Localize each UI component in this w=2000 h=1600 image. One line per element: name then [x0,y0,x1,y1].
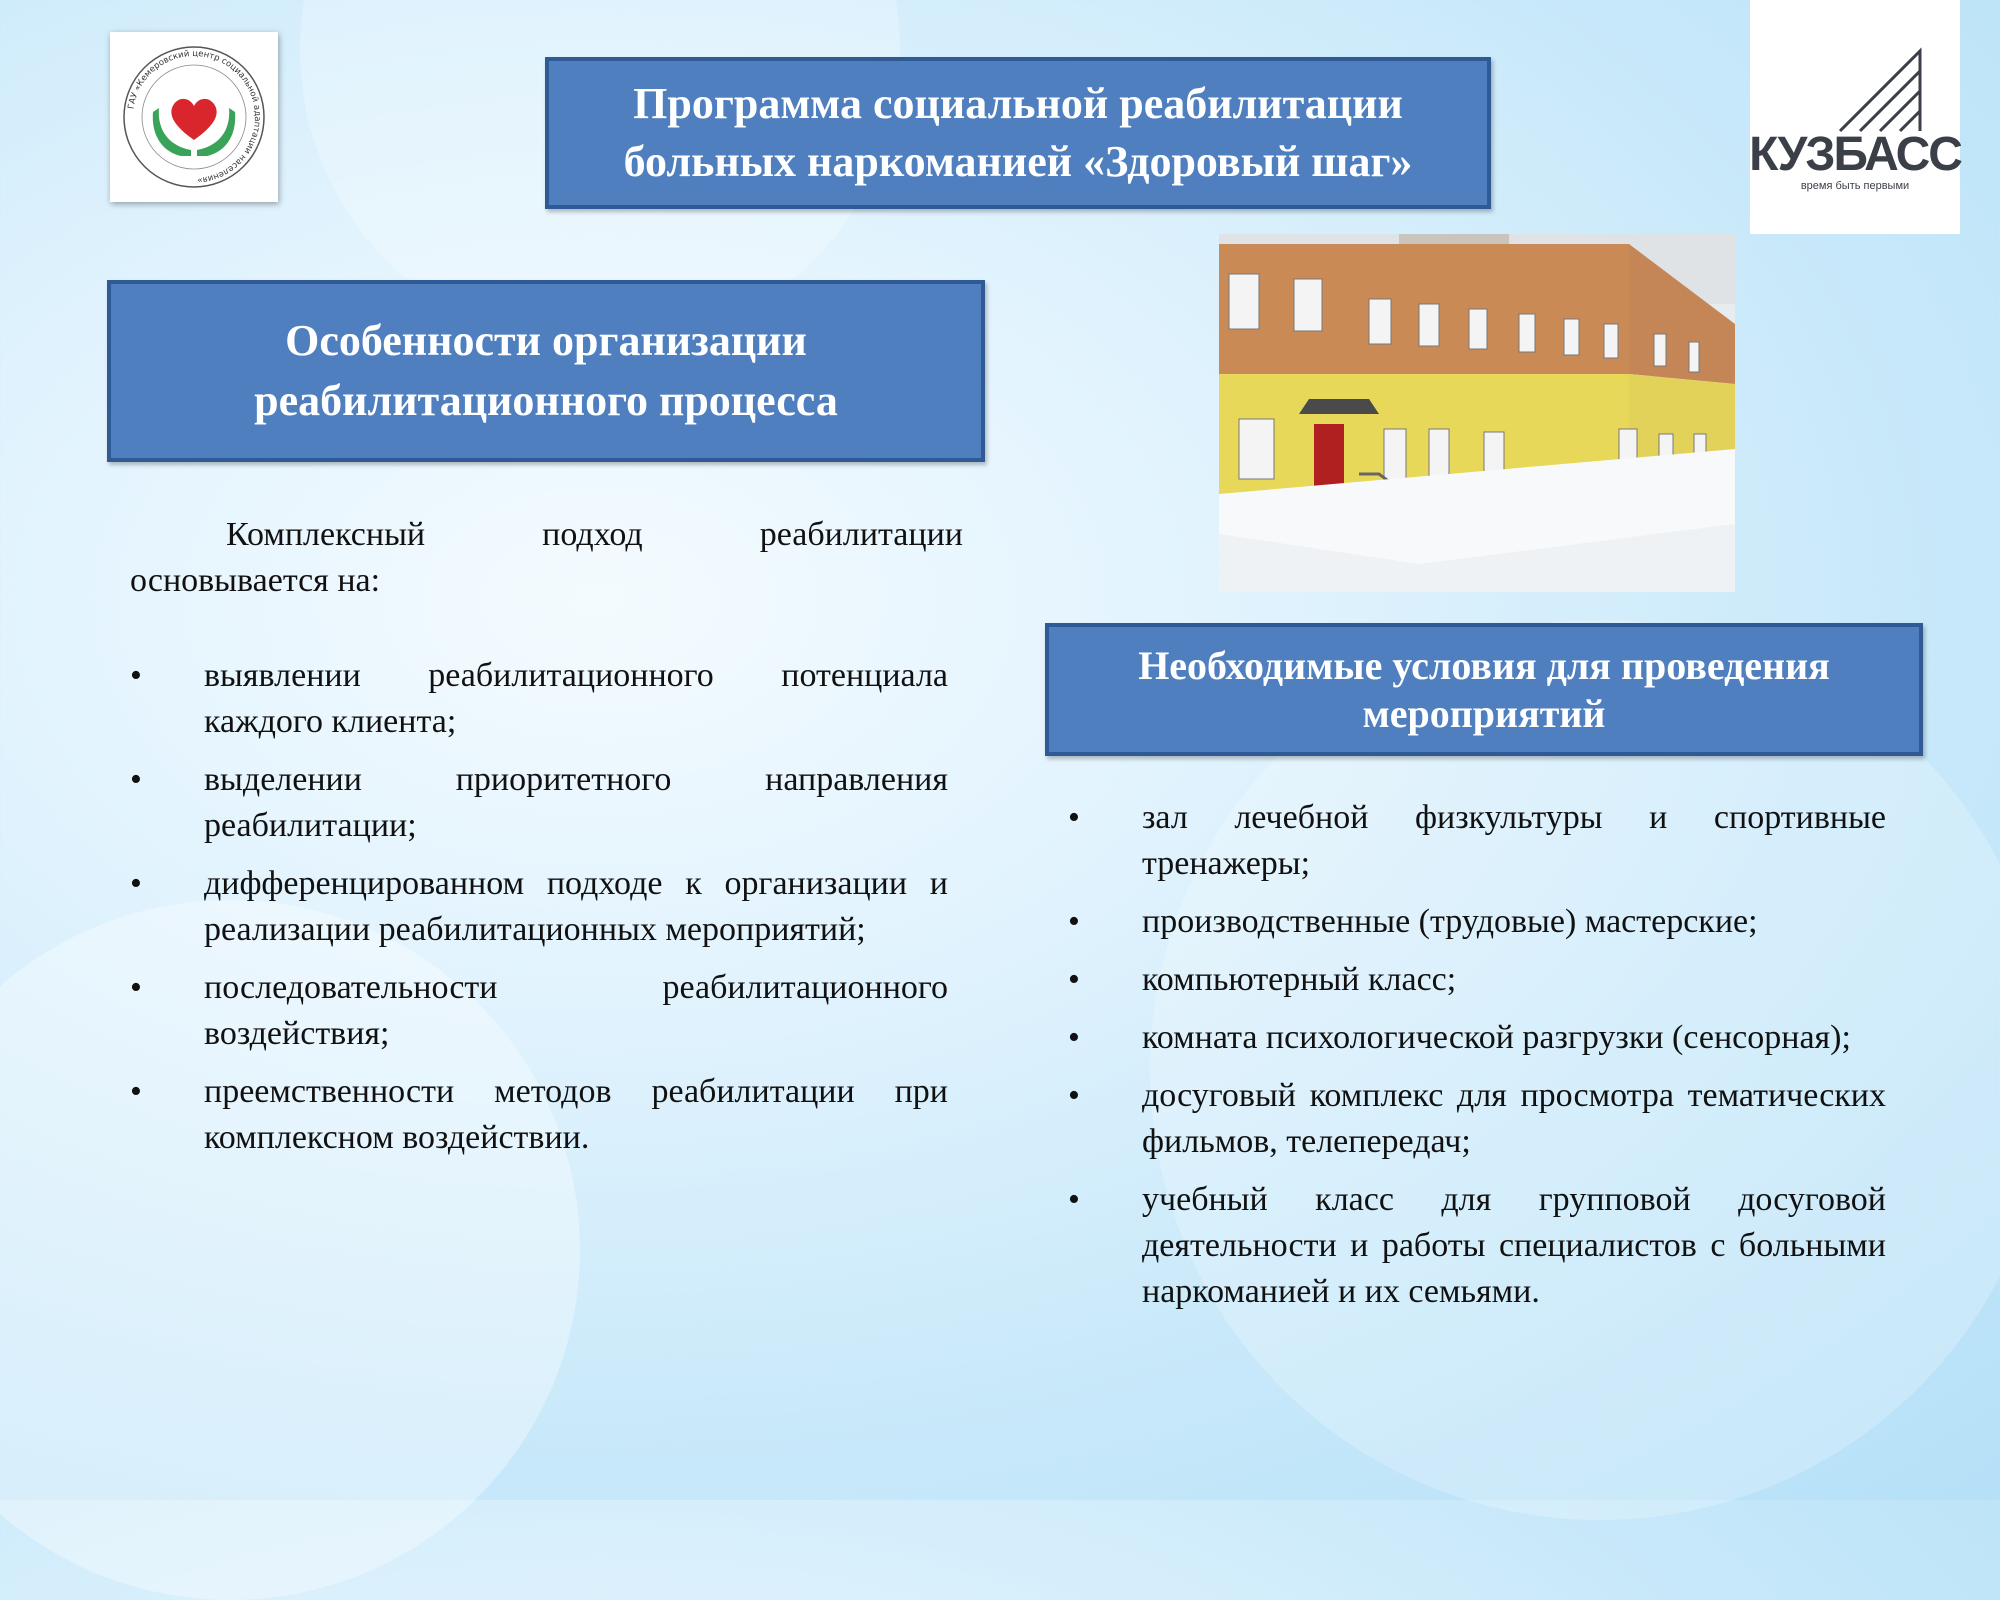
list-item [130,861,948,953]
building-photo [1219,234,1735,592]
bullet-icon: • [1068,961,1080,998]
bullet-icon: • [130,657,142,694]
bullet-icon: • [1068,903,1080,940]
list-item-text: выделении приоритетного направления реабилитации; [204,761,948,844]
section-heading-line2: реабилитационного процесса [254,376,838,425]
section-heading-conditions [1045,623,1923,756]
list-item-text: учебный класс для групповой досуговой деятельности и работы специалистов с больными наркоманией и их семьями. [1142,1181,1886,1310]
section-heading-line2: мероприятий [1362,690,1606,736]
organization-logo [110,32,278,202]
kuzbass-mountain-icon [1780,43,1930,133]
intro-text [130,512,963,604]
section-heading-line1: Особенности организации [285,316,807,365]
list-item [130,653,948,745]
rehab-principles-list [130,653,948,1173]
kuzbass-brand-text: КУЗБАСС [1749,127,1961,181]
list-item-text: последовательности реабилитационного воздействия; [204,969,948,1052]
list-item [1068,1177,1886,1315]
list-item-text: дифференцированном подходе к организации и реализации реабилитационных мероприятий; [204,865,948,948]
list-item-text: зал лечебной физкультуры и спортивные тренажеры; [1142,799,1886,882]
list-item [130,965,948,1057]
conditions-list [1068,795,1886,1327]
bullet-icon: • [1068,1077,1080,1114]
bullet-icon: • [130,969,142,1006]
page-title-line1: Программа социальной реабилитации [633,79,1403,128]
intro-line2: основывается на: [130,562,381,599]
list-item-text: производственные (трудовые) мастерские; [1142,903,1758,940]
bullet-icon: • [1068,799,1080,836]
page-title [545,57,1491,209]
section-heading-line1: Необходимые условия для проведения [1138,642,1830,688]
list-item-text: комната психологической разгрузки (сенсорная); [1142,1019,1851,1056]
list-item [130,1069,948,1161]
list-item [1068,899,1886,945]
list-item [1068,957,1886,1003]
list-item [130,757,948,849]
section-heading-organization [107,280,985,462]
list-item [1068,795,1886,887]
intro-line1: Комплексный подход реабилитации [226,516,963,553]
page-title-line2: больных наркоманией «Здоровый шаг» [623,137,1413,186]
list-item-text: досуговый комплекс для просмотра тематических фильмов, телепередач; [1142,1077,1886,1160]
kuzbass-logo [1750,0,1960,234]
bullet-icon: • [130,865,142,902]
organization-logo-emblem [119,42,269,192]
list-item-text: преемственности методов реабилитации при комплексном воздействии. [204,1073,948,1156]
list-item-text: компьютерный класс; [1142,961,1457,998]
list-item-text: выявлении реабилитационного потенциала каждого клиента; [204,657,948,740]
bullet-icon: • [130,1073,142,1110]
bullet-icon: • [130,761,142,798]
kuzbass-slogan: время быть первыми [1800,179,1910,192]
bullet-icon: • [1068,1181,1080,1218]
list-item [1068,1073,1886,1165]
bullet-icon: • [1068,1019,1080,1056]
svg-text:ГАУ «Кемеровский центр социаль: ГАУ «Кемеровский центр социальной адаптации населения» [126,48,263,185]
list-item [1068,1015,1886,1061]
